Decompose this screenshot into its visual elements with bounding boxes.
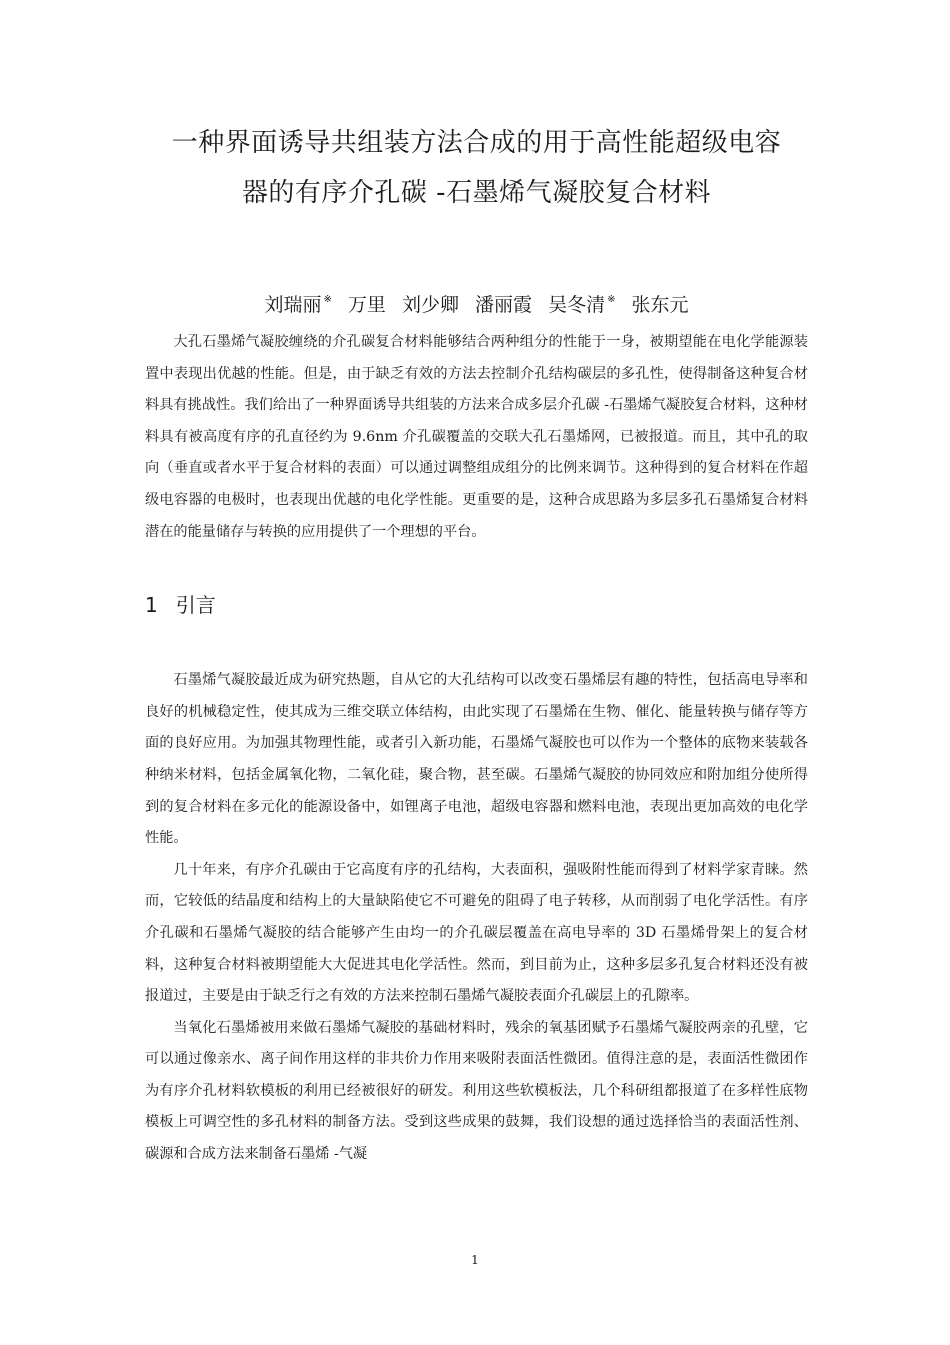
body-paragraph: 几十年来，有序介孔碳由于它高度有序的孔结构，大表面积，强吸附性能而得到了材料学家青睐。然而，它较低的结晶度和结构上的大量缺陷使它不可避免的阻碍了电子转移，从而削弱了电化学活性。有序介孔碳和石墨烯气凝胶的结合能够产生由均一的介孔碳层覆盖在高电导率的 3D 石墨烯骨架上的复合材料，这种复合材料被期望能大大促进其电化学活性。然而，到目前为止，这种多层多孔复合材料还没有被报道过，主要是由于缺乏行之有效的方法来控制石墨烯气凝胶表面介孔碳层上的孔隙率。 bbox=[145, 861, 808, 1005]
corresponding-author-mark: ※ bbox=[323, 294, 332, 305]
section-title: 引言 bbox=[175, 593, 216, 618]
title-line-2: 器的有序介孔碳 -石墨烯气凝胶复合材料 bbox=[241, 178, 712, 208]
section-number: 1 bbox=[145, 593, 158, 618]
abstract-text: 大孔石墨烯气凝胶缠绕的介孔碳复合材料能够结合两种组分的性能于一身，被期望能在电化学能源装置中表现出优越的性能。但是，由于缺乏有效的方法去控制介孔结构碳层的多孔性，使得制备这种复合材料具有挑战性。我们给出了一种界面诱导共组装的方法来合成多层介孔碳 -石墨烯气凝胶复合材料，这种材料具有被高度有序的孔直径约为 9.6nm 介孔碳覆盖的交联大孔石墨烯网，已被报道。而且，其中孔的取向（垂直或者水平于复合材料的表面）可以通过调整组成组分的比例来调节。这种得到的复合材料在作超级电容器的电极时，也表现出优越的电化学性能。更重要的是，这种合成思路为多层多孔石墨烯复合材料潜在的能量储存与转换的应用提供了一个理想的平台。 bbox=[145, 334, 808, 540]
author-name: 万里 bbox=[347, 294, 386, 316]
author bbox=[348, 294, 386, 316]
author bbox=[632, 294, 689, 316]
body-paragraph: 当氧化石墨烯被用来做石墨烯气凝胶的基础材料时，残余的氧基团赋予石墨烯气凝胶两亲的孔壁，它可以通过像亲水、离子间作用这样的非共价力作用来吸附表面活性微团。值得注意的是，表面活性微团作为有序介孔材料软模板的利用已经被很好的研发。利用这些软模板法，几个科研组都报道了在多样性底物模板上可调空性的多孔材料的制备方法。受到这些成果的鼓舞，我们设想的通过选择恰当的表面活性剂、碳源和合成方法来制备石墨烯 -气凝 bbox=[145, 1019, 808, 1163]
page-number: 1 bbox=[471, 1253, 479, 1267]
author bbox=[264, 294, 331, 316]
introduction-body bbox=[145, 665, 808, 1171]
author bbox=[548, 294, 615, 316]
abstract bbox=[145, 327, 808, 548]
body-paragraph: 石墨烯气凝胶最近成为研究热题，自从它的大孔结构可以改变石墨烯层有趣的特性，包括高电导率和良好的机械稳定性，使其成为三维交联立体结构，由此实现了石墨烯在生物、催化、能量转换与储存等方面的良好应用。为加强其物理性能，或者引入新功能，石墨烯气凝胶也可以作为一个整体的底物来装载各种纳米材料，包括金属氧化物，二氧化硅，聚合物，甚至碳。石墨烯气凝胶的协同效应和附加组分使所得到的复合材料在多元化的能源设备中，如锂离子电池，超级电容器和燃料电池，表现出更加高效的电化学性能。 bbox=[145, 672, 808, 847]
author bbox=[475, 294, 532, 316]
author-name: 刘瑞丽 bbox=[264, 294, 322, 316]
author-name: 潘丽霞 bbox=[475, 294, 533, 316]
author-name: 吴冬清 bbox=[548, 294, 606, 316]
paper-title bbox=[145, 0, 808, 218]
author-name: 刘少卿 bbox=[401, 294, 459, 316]
title-line-1: 一种界面诱导共组装方法合成的用于高性能超级电容 bbox=[171, 128, 782, 158]
author-list bbox=[145, 286, 808, 319]
section-heading bbox=[145, 590, 808, 620]
corresponding-author-mark: ※ bbox=[607, 294, 616, 305]
author-name: 张东元 bbox=[631, 294, 689, 316]
author bbox=[402, 294, 459, 316]
